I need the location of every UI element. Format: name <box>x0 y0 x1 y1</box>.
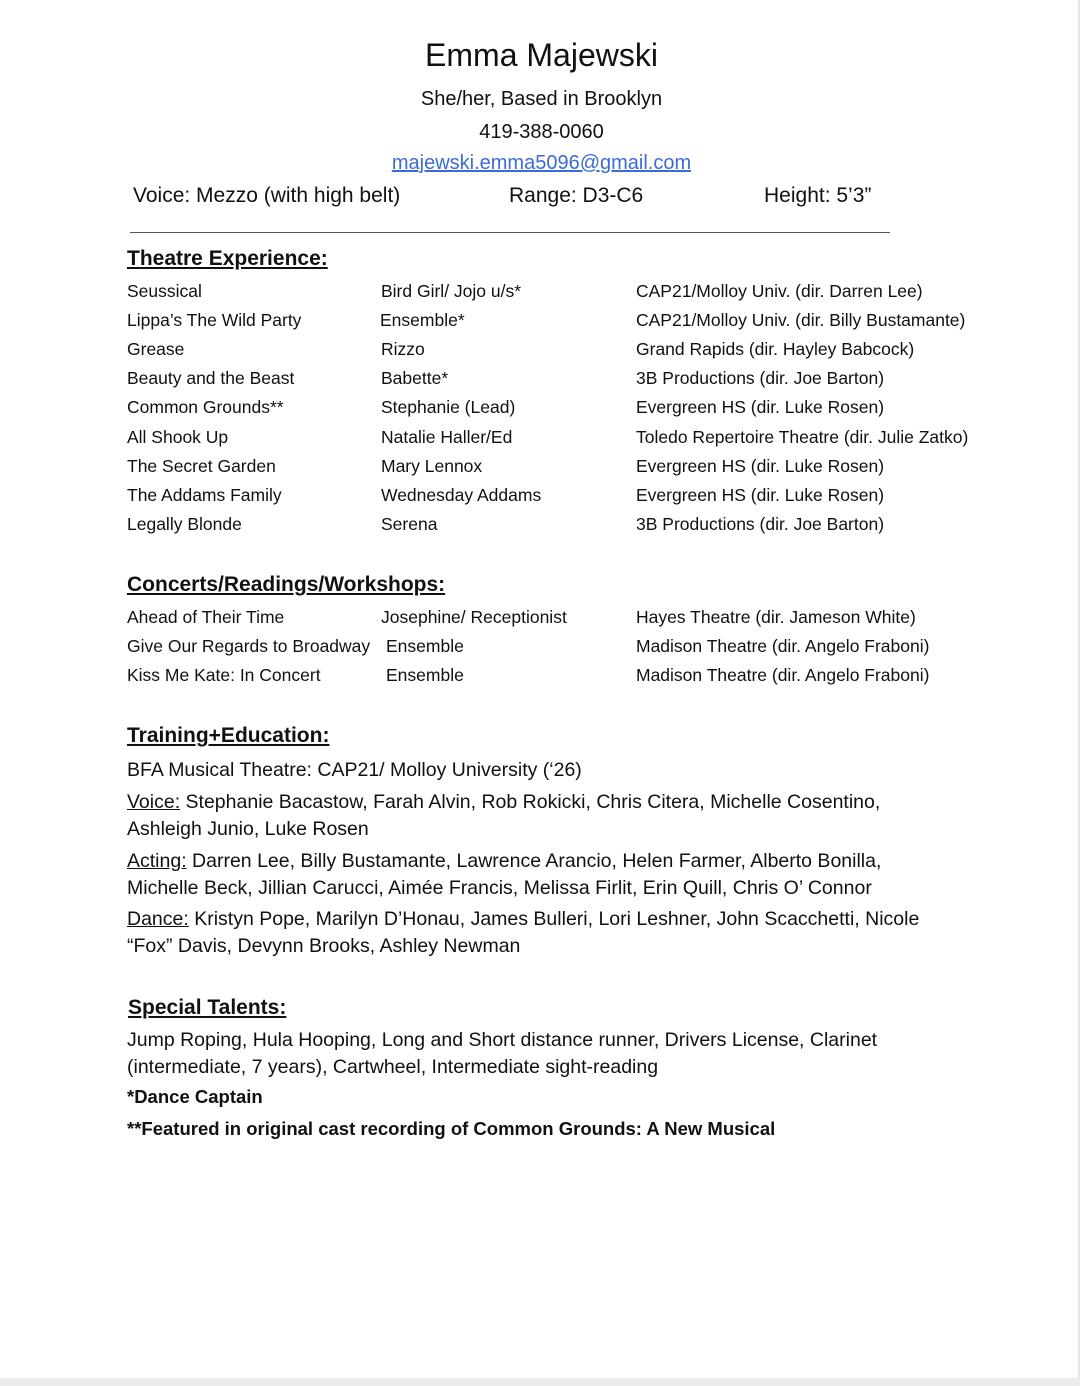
theatre-section-title: Theatre Experience: <box>127 247 328 270</box>
acting-teachers-list: Darren Lee, Billy Bustamante, Lawrence Arancio, Helen Farmer, Alberto Bonilla, Michelle Beck, Jillian Carucci, Aimée Francis, Melissa Firlit, Erin Quill, Chris O’ Connor <box>127 850 882 899</box>
table-row <box>0 397 1080 423</box>
row-show: Grease <box>127 339 185 360</box>
voice-teachers-list: Stephanie Bacastow, Farah Alvin, Rob Rokicki, Chris Citera, Michelle Cosentino, Ashleigh Junio, Luke Rosen <box>127 791 881 840</box>
footnote-cast-recording: **Featured in original cast recording of Common Grounds: A New Musical <box>127 1118 776 1139</box>
voice-teachers <box>127 789 947 842</box>
dance-label: Dance: <box>127 908 189 930</box>
page-edge-bottom <box>0 1378 1080 1386</box>
row-role: Stephanie (Lead) <box>381 397 516 418</box>
table-row <box>0 310 1080 336</box>
row-venue: CAP21/Molloy Univ. (dir. Billy Bustamante) <box>636 310 966 331</box>
row-venue: Evergreen HS (dir. Luke Rosen) <box>636 484 885 505</box>
table-row <box>0 636 1080 662</box>
row-venue: Madison Theatre (dir. Angelo Fraboni) <box>636 665 930 685</box>
row-venue: CAP21/Molloy Univ. (dir. Darren Lee) <box>636 281 923 301</box>
row-venue: Evergreen HS (dir. Luke Rosen) <box>636 397 885 418</box>
row-venue: Toledo Repertoire Theatre (dir. Julie Zatko) <box>636 426 969 447</box>
row-show: Common Grounds** <box>127 397 284 418</box>
degree: BFA Musical Theatre: CAP21/ Molloy University (‘26) <box>127 759 582 781</box>
table-row <box>0 368 1080 394</box>
voice-label: Voice: <box>127 791 181 813</box>
row-show: Kiss Me Kate: In Concert <box>127 665 321 685</box>
row-role: Babette* <box>381 368 449 389</box>
table-row <box>0 339 1080 365</box>
table-row <box>0 514 1080 540</box>
footnote-dance-captain: *Dance Captain <box>127 1086 263 1107</box>
acting-label: Acting: <box>127 850 187 872</box>
concerts-section-title: Concerts/Readings/Workshops: <box>127 573 446 596</box>
row-show: Lippa’s The Wild Party <box>127 310 302 331</box>
row-venue: 3B Productions (dir. Joe Barton) <box>636 368 885 389</box>
acting-teachers <box>127 848 947 901</box>
dance-teachers <box>127 906 947 959</box>
row-role: Wednesday Addams <box>381 484 542 505</box>
row-role: Ensemble* <box>380 310 465 331</box>
table-row <box>0 607 1080 633</box>
row-show: Give Our Regards to Broadway <box>127 636 371 656</box>
table-row <box>0 456 1080 482</box>
row-role: Ensemble <box>386 636 464 656</box>
row-venue: Hayes Theatre (dir. Jameson White) <box>636 607 916 627</box>
pronouns-location: She/her, Based in Brooklyn <box>420 88 663 110</box>
email-link[interactable]: majewski.emma5096@gmail.com <box>391 152 692 174</box>
talents-list: Jump Roping, Hula Hooping, Long and Short distance runner, Drivers License, Clarinet (intermediate, 7 years), Cartwheel, Intermediate sight-reading <box>127 1029 878 1078</box>
row-show: Legally Blonde <box>127 513 242 534</box>
row-show: The Addams Family <box>127 484 282 505</box>
table-row <box>0 665 1080 691</box>
height: Height: 5’3” <box>764 184 872 207</box>
row-show: Ahead of Their Time <box>127 607 285 627</box>
row-venue: Grand Rapids (dir. Hayley Babcock) <box>636 339 915 360</box>
voice-type: Voice: Mezzo (with high belt) <box>133 184 401 207</box>
row-venue: Evergreen HS (dir. Luke Rosen) <box>636 455 885 476</box>
training-section-title: Training+Education: <box>127 724 330 747</box>
row-role: Bird Girl/ Jojo u/s* <box>381 281 522 301</box>
talents-section-title: Special Talents: <box>128 996 287 1019</box>
divider <box>130 232 890 233</box>
row-venue: Madison Theatre (dir. Angelo Fraboni) <box>636 636 930 656</box>
row-show: All Shook Up <box>127 426 229 447</box>
resume-name: Emma Majewski <box>425 37 658 73</box>
table-row <box>0 281 1080 307</box>
row-venue: 3B Productions (dir. Joe Barton) <box>636 513 885 534</box>
table-row <box>0 427 1080 453</box>
row-role: Ensemble <box>386 665 464 685</box>
row-show: Seussical <box>127 281 202 301</box>
row-role: Mary Lennox <box>381 455 483 476</box>
vocal-range: Range: D3-C6 <box>509 184 644 207</box>
row-role: Serena <box>381 513 438 534</box>
row-role: Natalie Haller/Ed <box>381 426 513 447</box>
row-role: Rizzo <box>381 339 425 360</box>
row-role: Josephine/ Receptionist <box>381 607 567 627</box>
dance-teachers-list: Kristyn Pope, Marilyn D’Honau, James Bulleri, Lori Leshner, John Scacchetti, Nicole “Fox” Davis, Devynn Brooks, Ashley Newman <box>127 908 920 957</box>
table-row <box>0 485 1080 511</box>
phone-number: 419-388-0060 <box>479 121 604 143</box>
row-show: The Secret Garden <box>127 455 276 476</box>
row-show: Beauty and the Beast <box>127 368 295 389</box>
